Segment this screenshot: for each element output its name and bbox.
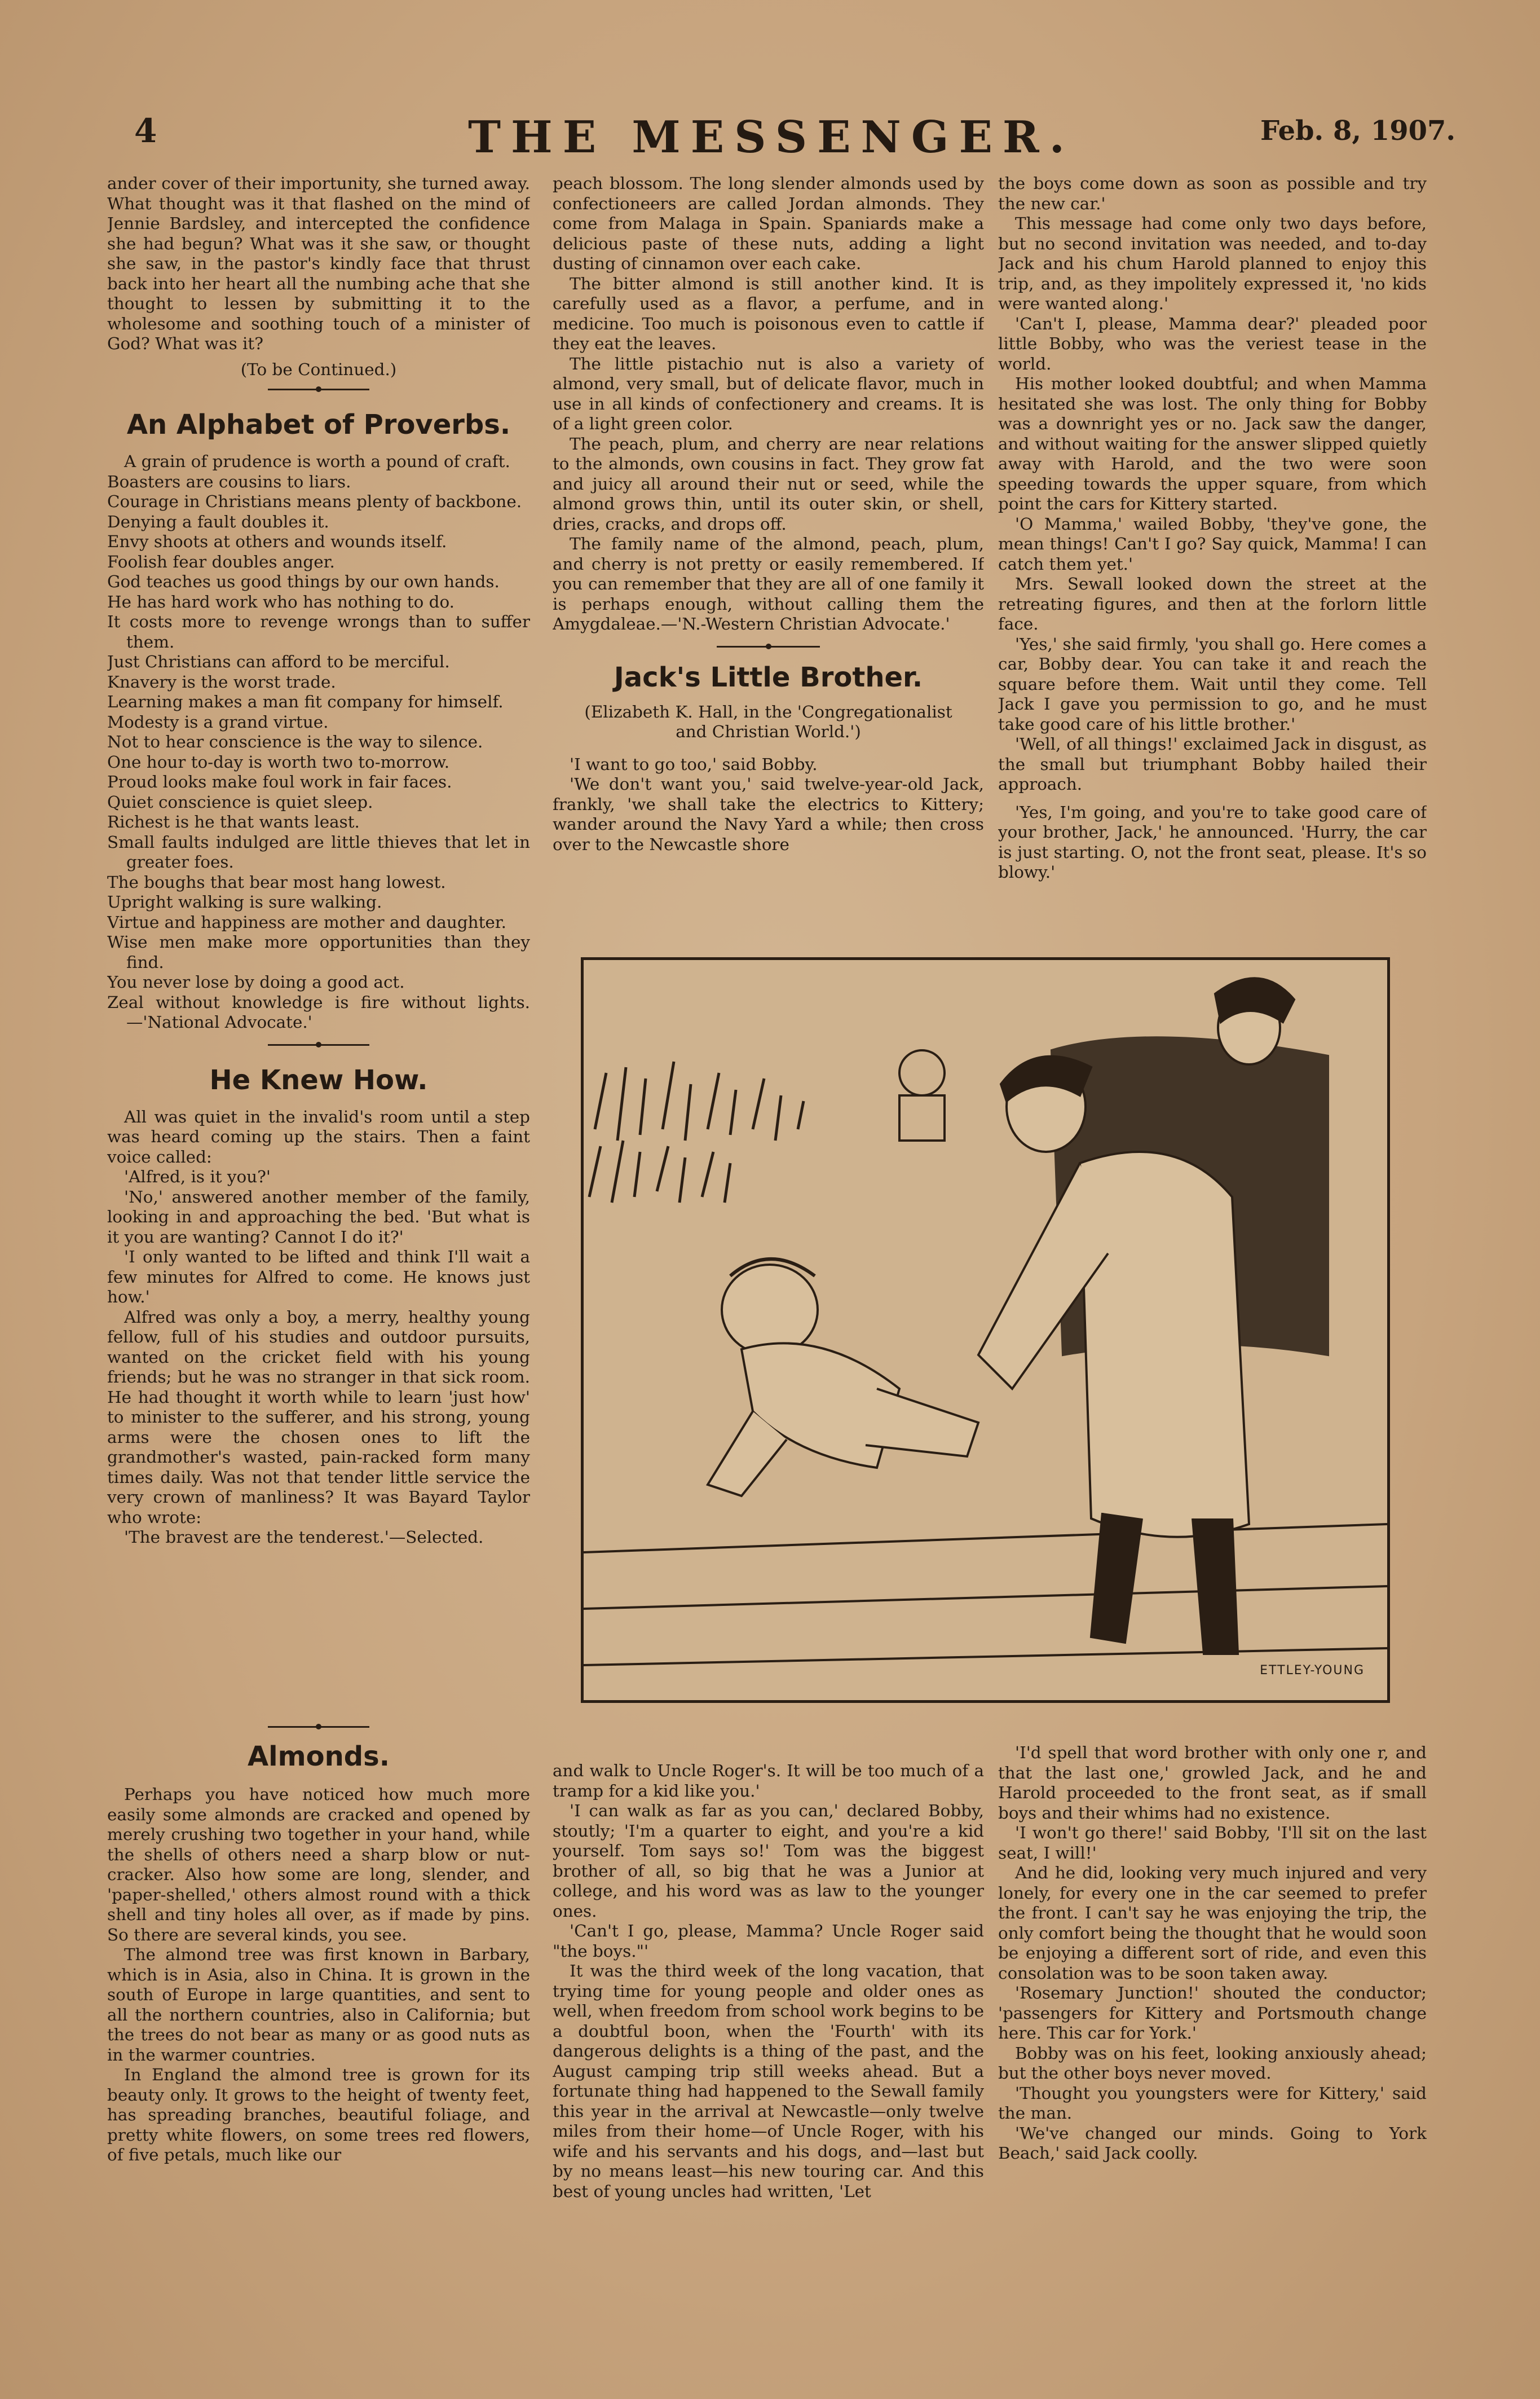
paragraph: The bitter almond is still another kind. It is carefully used as a flavor, a perfume, and in medicine. Too much is poisonous even to cattle if they eat the leaves.: [553, 274, 984, 353]
paragraph: 'O Mamma,' wailed Bobby, 'they've gone, the mean things! Can't I go? Say quick, Mamma! I can catch them yet.': [998, 514, 1427, 574]
paragraph: The almond tree was first known in Barbary, which is in Asia, also in China. It is grown in the south of Europe in large quantities, and sent to all the northern countries, also in California; but the trees do not bear as many or as good nuts as in the warmer countries.: [107, 1945, 530, 2065]
paragraph: The peach, plum, and cherry are near relations to the almonds, own cousins in fact. They grow fat and juicy all around their nut or seed, while the almond grows thin, until its outer skin, or shell, dries, cracks, and drops off.: [553, 434, 984, 534]
proverb: It costs more to revenge wrongs than to suffer them.: [107, 612, 530, 652]
jack-title: Jack's Little Brother.: [614, 661, 923, 693]
proverb: One hour to-day is worth two to-morrow.: [107, 752, 450, 772]
almonds-title: Almonds.: [248, 1741, 390, 1772]
paragraph: 'No,' answered another member of the family, looking in and approaching the bed. 'But what is it you are wanting? Cannot I do it?': [107, 1187, 530, 1247]
paragraph: 'I won't go there!' said Bobby, 'I'll sit on the last seat, I will!': [998, 1823, 1427, 1863]
paragraph: the boys come down as soon as possible and try the new car.': [998, 174, 1427, 213]
paragraph: Mrs. Sewall looked down the street at the retreating figures, and then at the forlorn little face.: [998, 574, 1427, 633]
paragraph: 'I'd spell that word brother with only one r, and that the last one,' growled Jack, and he and Harold proceeded to the front seat, as if small boys and their whims had no existence.: [998, 1743, 1427, 1823]
proverb: He has hard work who has nothing to do.: [107, 592, 455, 611]
page-number: 4: [134, 112, 157, 150]
paragraph: Alfred was only a boy, a merry, healthy young fellow, full of his studies and outdoor pursuits, wanted on the cricket field with his young friends; but he was no stranger in that sick room. He had thought it worth while to learn 'just how' to minister to the sufferer, and his strong, young arms were the chosen ones to lift the grandmother's wasted, pain-racked form many times daily. Was not that tender little service the very crown of manliness? It was Bayard Taylor who wrote:: [107, 1307, 530, 1527]
almonds-column-1: [107, 1720, 530, 2296]
paragraph: and walk to Uncle Roger's. It will be too much of a tramp for a kid like you.': [553, 1761, 984, 1801]
to-be-continued: (To be Continued.): [240, 359, 397, 379]
masthead: [0, 112, 1540, 162]
paragraph: 'Can't I go, please, Mamma? Uncle Roger said "the boys."': [553, 1921, 984, 1961]
paragraph: Perhaps you have noticed how much more easily some almonds are cracked and opened by merely crushing two together in your hand, while the shells of others need a sharp blow or nut-cracker. Also how some are long, slender, and 'paper-shelled,' others almost round with a thick shell and tiny holes all over, as if made by pins. So there are several kinds, you see.: [107, 1785, 530, 1944]
proverb: You never lose by doing a good act.: [107, 972, 405, 992]
column-2: [553, 174, 984, 952]
proverb: Quiet conscience is quiet sleep.: [107, 792, 373, 812]
proverb: A grain of prudence is worth a pound of craft.: [124, 452, 510, 471]
paragraph: His mother looked doubtful; and when Mamma hesitated she was lost. The only thing for Bobby was a downright yes or no. Jack saw the danger, and without waiting for the answer slipped quietly away with Harold, and the two were soon speeding towards the upper square, from which point the cars for Kittery started.: [998, 374, 1427, 513]
proverb: Foolish fear doubles anger.: [107, 552, 335, 571]
paragraph: 'Rosemary Junction!' shouted the conductor; 'passengers for Kittery and Portsmouth change here. This car for York.': [998, 1983, 1427, 2043]
proverbs-list: [107, 452, 530, 1033]
paragraph: In England the almond tree is grown for its beauty only. It grows to the height of twenty feet, has spreading branches, beautiful foliage, and pretty white flowers, on some trees red flowers, of five petals, much like our: [107, 2065, 530, 2164]
proverb: Zeal without knowledge is fire without lights.—'National Advocate.': [107, 992, 530, 1032]
paragraph: 'I only wanted to be lifted and think I'll wait a few minutes for Alfred to come. He knows just how.': [107, 1247, 530, 1306]
paragraph: 'Well, of all things!' exclaimed Jack in disgust, as the small but triumphant Bobby hailed their approach.: [998, 734, 1427, 794]
proverbs-title: An Alphabet of Proverbs.: [126, 409, 511, 441]
proverb: Learning makes a man fit company for himself.: [107, 692, 504, 711]
newspaper-title: THE MESSENGER.: [468, 112, 1075, 163]
section-divider: [107, 1720, 530, 1733]
paragraph: 'Yes, I'm going, and you're to take good care of your brother, Jack,' he announced. 'Hurry, the car is just starting. O, not the front seat, please. It's so blowy.': [998, 802, 1427, 882]
paragraph: And he did, looking very much injured and very lonely, for every one in the car seemed to prefer the front. I can't say he was enjoying the trip, the only comfort being the thought that he would soon be enjoying a different sort of ride, and even this consolation was to be soon taken away.: [998, 1863, 1427, 1983]
proverb: Proud looks make foul work in fair faces.: [107, 772, 452, 791]
column-1: [107, 174, 530, 1708]
paragraph: 'Yes,' she said firmly, 'you shall go. Here comes a car, Bobby dear. You can take it and reach the square before them. Wait until they come. Tell Jack I gave you permission to go, and he must take good care of his little brother.': [998, 634, 1427, 734]
proverb: Envy shoots at others and wounds itself.: [107, 532, 447, 551]
paragraph: 'Can't I, please, Mamma dear?' pleaded poor little Bobby, who was the veriest tease in the world.: [998, 314, 1427, 373]
story-continuation: ander cover of their importunity, she turned away. What thought was it that flashed on the mind of Jennie Bardsley, and intercepted the confidence she had begun? What was it she saw, or thought she saw, in the pastor's kindly face that thrust back into her heart all the numbing ache that she thought to lessen by submitting it to the wholesome and soothing touch of a minister of God? What was it?: [107, 174, 530, 353]
proverb: Richest is he that wants least.: [107, 812, 360, 831]
proverb: Not to hear conscience is the way to silence.: [107, 732, 483, 751]
proverb: Denying a fault doubles it.: [107, 512, 329, 531]
proverb: Wise men make more opportunities than they find.: [107, 932, 530, 972]
artist-signature: ETTLEY-YOUNG: [1260, 1663, 1365, 1678]
paragraph: 'We don't want you,' said twelve-year-old Jack, frankly, 'we shall take the electrics to Kittery; wander around the Navy Yard a while; then cross over to the Newcastle shore: [553, 774, 984, 854]
column-3-bottom: [998, 1743, 1427, 2284]
paragraph: The little pistachio nut is also a variety of almond, very small, but of delicate flavor, much in use in all kinds of confectionery and creams. It is of a light green color.: [553, 354, 984, 433]
issue-date: Feb. 8, 1907.: [1260, 115, 1456, 147]
column-2-bottom: [553, 1761, 984, 2303]
section-divider: [107, 383, 530, 395]
paragraph: 'The bravest are the tenderest.'—Selected.: [124, 1528, 484, 1547]
column-3: [998, 174, 1427, 952]
paragraph: All was quiet in the invalid's room until a step was heard coming up the stairs. Then a faint voice called:: [107, 1107, 530, 1167]
knew-how-title: He Knew How.: [209, 1064, 428, 1096]
proverb: Upright walking is sure walking.: [107, 892, 382, 912]
paragraph: Bobby was on his feet, looking anxiously ahead; but the other boys never moved.: [998, 2043, 1427, 2083]
paragraph: 'Thought you youngsters were for Kittery,' said the man.: [998, 2083, 1427, 2123]
proverb: Boasters are cousins to liars.: [107, 472, 351, 491]
proverb: Knavery is the worst trade.: [107, 672, 336, 692]
paragraph: 'I want to go too,' said Bobby.: [570, 754, 818, 774]
paragraph: 'Alfred, is it you?': [124, 1167, 271, 1186]
proverb: Virtue and happiness are mother and daughter.: [107, 912, 506, 932]
section-divider: [553, 640, 984, 653]
knew-how-body: [107, 1107, 530, 1548]
proverb: Small faults indulged are little thieves that let in greater foes.: [107, 832, 530, 871]
byline: (Elizabeth K. Hall, in the 'Congregationalist and Christian World.'): [584, 702, 952, 741]
proverb: Courage in Christians means plenty of backbone.: [107, 492, 522, 511]
proverb: Modesty is a grand virtue.: [107, 712, 329, 732]
proverb: The boughs that bear most hang lowest.: [107, 872, 446, 892]
illustration: [581, 957, 1390, 1703]
paragraph: The family name of the almond, peach, plum, and cherry is not pretty or easily remembered. If you can remember that they are all of one family it is perhaps enough, without calling them the Amygdaleae.—'N.-Western Christian Advocate.': [553, 534, 984, 633]
paragraph: 'I can walk as far as you can,' declared Bobby, stoutly; 'I'm a quarter to eight, and you're a kid yourself. Tom says so!' Tom was the biggest brother of all, so big that he was a Junior at college, and his word was as law to the younger ones.: [553, 1801, 984, 1921]
paragraph: This message had come only two days before, but no second invitation was needed, and to-day Jack and his chum Harold planned to enjoy this trip, and, as they impolitely expressed it, 'no kids were wanted along.': [998, 214, 1427, 313]
paragraph: 'We've changed our minds. Going to York Beach,' said Jack coolly.: [998, 2123, 1427, 2163]
proverb: Just Christians can afford to be merciful.: [107, 652, 450, 671]
proverb: God teaches us good things by our own hands.: [107, 572, 500, 591]
illustration-drawing: [584, 960, 1387, 1700]
section-divider: [107, 1038, 530, 1051]
paragraph: peach blossom. The long slender almonds used by confectioneers are called Jordan almonds. They come from Malaga in Spain. Spaniards make a delicious paste of these nuts, adding a light dusting of cinnamon over each cake.: [553, 174, 984, 273]
almonds-body-1: [107, 1785, 530, 2165]
paragraph: It was the third week of the long vacation, that trying time for young people and older ones as well, when freedom from school work begins to be a doubtful boon, when the 'Fourth' with its dangerous delights is a thing of the past, and the August camping trip still weeks ahead. But a fortunate thing had happened to the Sewall family this year in the arrival at Newcastle—only twelve miles from their home—of Uncle Roger, with his wife and his servants and his dogs, and—last but by no means least—his new touring car. And this best of young uncles had written, 'Let: [553, 1961, 984, 2201]
